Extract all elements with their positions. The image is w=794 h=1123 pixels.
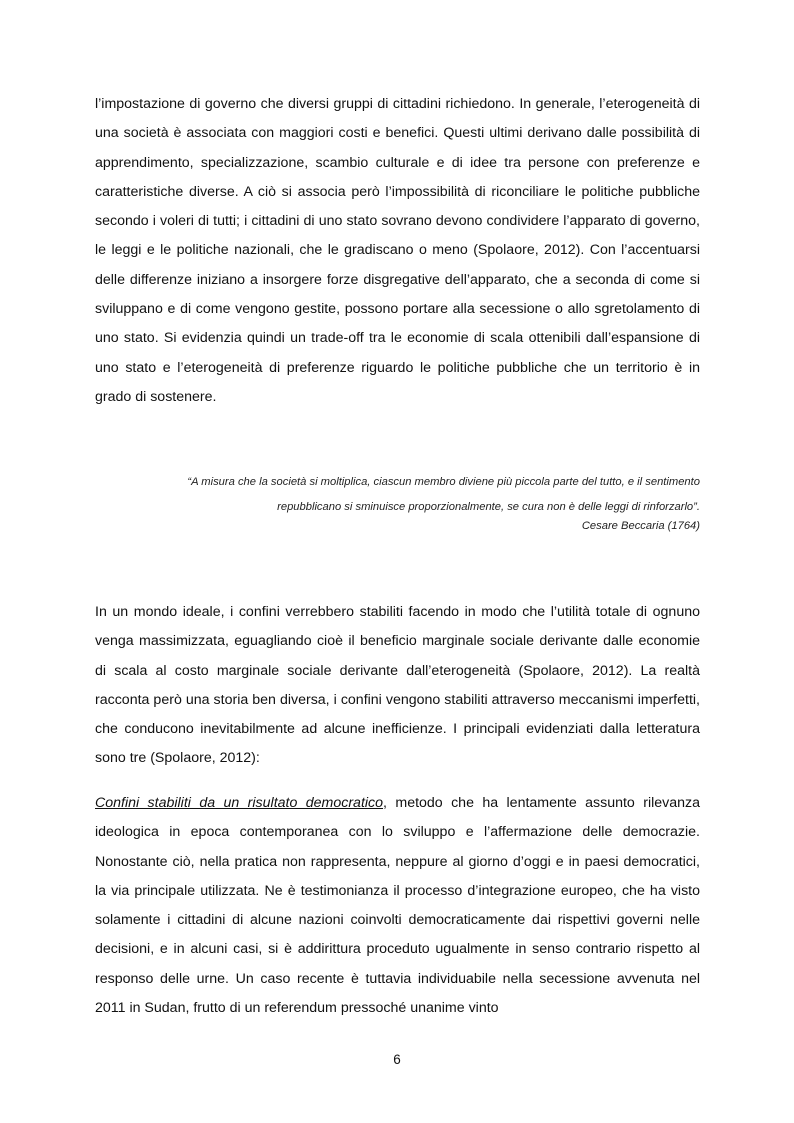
page-number: 6 xyxy=(393,1052,401,1067)
paragraph-ideal-world: In un mondo ideale, i confini verrebbero stabiliti facendo in modo che l’utilità totale di ognuno venga massimizzata, eguagliando cioè il beneficio marginale sociale derivante dalle economie di scala al costo marginale sociale derivante dall’eterogeneità (Spolaore, 2012). La realtà racconta però una storia ben diversa, i confini vengono stabiliti attraverso meccanismi imperfetti, che conducono inevitabilmente ad alcune inefficienze. I principali evidenziati dalla letteratura sono tre (Spolaore, 2012): xyxy=(95,604,700,767)
beccaria-quote: “A misura che la società si moltiplica, ciascun membro diviene più piccola parte del tutto, e il sentimento repubblicano si sminuisce proporzionalmente, se cura non è delle leggi di rinforzarlo”. xyxy=(187,476,700,513)
democratic-borders-heading: Confini stabiliti da un risultato democratico xyxy=(95,795,384,811)
paragraph-heterogeneity: l’impostazione di governo che diversi gruppi di cittadini richiedono. In generale, l’eterogeneità di una società è associata con maggiori costi e benefici. Questi ultimi derivano dalle possibilità di apprendimento, specializzazione, scambio culturale e di idee tra persone con preferenze e caratteristiche diverse. A ciò si associa però l’impossibilità di riconciliare le politiche pubbliche secondo i voleri di tutti; i cittadini di uno stato sovrano devono condividere l’apparato di governo, le leggi e le politiche nazionali, che le gradiscano o meno (Spolaore, 2012). Con l’accentuarsi delle differenze iniziano a insorgere forze disgregative dell’apparato, che a seconda di come si sviluppano e di come vengono gestite, possono portare alla secessione o allo sgretolamento di uno stato. Si evidenzia quindi un trade-off tra le economie di scala ottenibili dall’espansione di uno stato e l’eterogeneità di preferenze riguardo le politiche pubbliche che un territorio è in grado di sostenere. xyxy=(95,96,700,405)
democratic-borders-body: , metodo che ha lentamente assunto rilevanza ideologica in epoca contemporanea con lo sviluppo e l’affermazione delle democrazie. Nonostante ciò, nella pratica non rappresenta, neppure al giorno d’oggi e in paesi democratici, la via principale utilizzata. Ne è testimonianza il processo d’integrazione europeo, che ha visto solamente i cittadini di alcune nazioni coinvolti democraticamente dai rispettivi governi nelle decisioni, e in alcuni casi, si è addirittura proceduto ugualmente in senso contrario rispetto al responso delle urne. Un caso recente è tuttavia individuabile nella secessione avvenuta nel 2011 in Sudan, frutto di un referendum pressoché unanime vinto xyxy=(95,795,700,1017)
quote-author: Cesare Beccaria (1764) xyxy=(581,520,700,532)
paragraph-democratic-borders xyxy=(95,789,700,1023)
